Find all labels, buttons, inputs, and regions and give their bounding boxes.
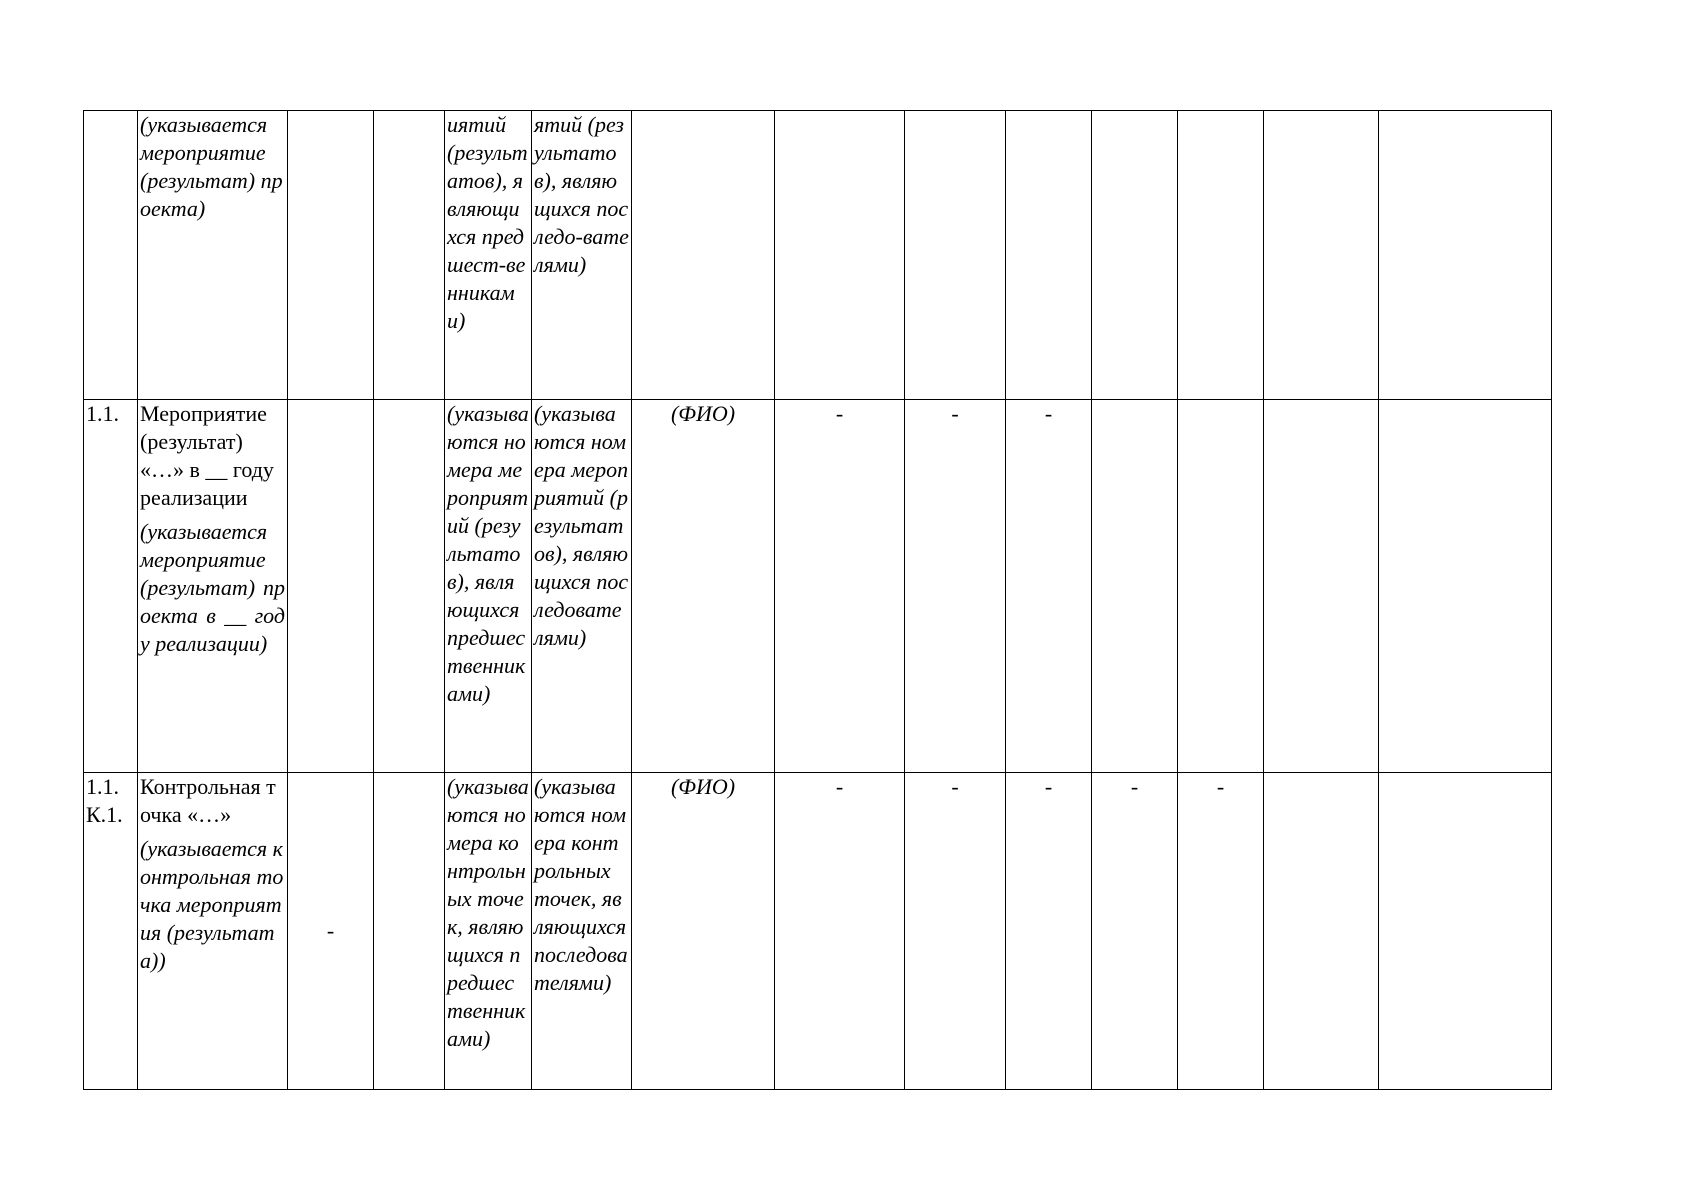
cell-c9: -	[775, 773, 905, 1090]
cell-c13	[1178, 400, 1264, 773]
schedule-table	[83, 110, 1643, 1090]
responsible-cell	[632, 111, 775, 400]
cell-c14	[1264, 400, 1379, 773]
name-cell	[138, 111, 288, 400]
cell-c9	[775, 111, 905, 400]
cell-c15	[1379, 773, 1552, 1090]
predecessors-cell: иятий (результатов), являющихся предшест-венниками)	[445, 111, 532, 400]
cell-c14	[1264, 773, 1379, 1090]
name-note: (указывается контрольная точка мероприятия (результата))	[140, 836, 284, 973]
name-main: Мероприятие (результат) «…» в __ году реализации	[140, 401, 274, 510]
responsible-cell: (ФИО)	[632, 773, 775, 1090]
cell-c15	[1379, 400, 1552, 773]
cell-c13: -	[1178, 773, 1264, 1090]
name-note: (указывается мероприятие (результат) проекта в __ году реализации)	[140, 519, 285, 656]
cell-c12	[1092, 111, 1178, 400]
successors-cell: (указываются номера контрольных точек, являющихся последователями)	[532, 773, 632, 1090]
cell-c12	[1092, 400, 1178, 773]
cell-col3	[288, 773, 374, 1090]
cell-col3	[288, 400, 374, 773]
name-note: (указывается мероприятие (результат) проекта)	[140, 112, 283, 221]
row-number: 1.1.	[84, 400, 138, 773]
cell-c10: -	[905, 773, 1006, 1090]
table-row	[84, 111, 1643, 400]
predecessors-cell: (указываются номера мероприятий (результатов), являющихся предшественниками)	[445, 400, 532, 773]
table-row	[84, 773, 1643, 1090]
cell-c15	[1379, 111, 1552, 400]
cell-c14	[1264, 111, 1379, 400]
cell-col3	[288, 111, 374, 400]
cell-c10: -	[905, 400, 1006, 773]
cell-c11: -	[1006, 773, 1092, 1090]
name-cell	[138, 400, 288, 773]
cell-c10	[905, 111, 1006, 400]
row-number	[84, 111, 138, 400]
responsible-cell: (ФИО)	[632, 400, 775, 773]
successors-cell: ятий (результатов), являющихся последо-вателями)	[532, 111, 632, 400]
successors-cell: (указываются номера мероприятий (результатов), являющихся последователями)	[532, 400, 632, 773]
cell-c13	[1178, 111, 1264, 400]
cell-c11: -	[1006, 400, 1092, 773]
predecessors-cell: (указываются номера контрольных точек, являющихся предшественниками)	[445, 773, 532, 1090]
row-number: 1.1. К.1.	[84, 773, 138, 1090]
cell-c11	[1006, 111, 1092, 400]
cell-col4	[374, 400, 445, 773]
cell-c12: -	[1092, 773, 1178, 1090]
name-cell	[138, 773, 288, 1090]
cell-c9: -	[775, 400, 905, 773]
cell-col3-value: -	[326, 918, 335, 943]
cell-col4	[374, 111, 445, 400]
table-row	[84, 400, 1643, 773]
name-main: Контрольная точка «…»	[140, 774, 276, 827]
cell-col4	[374, 773, 445, 1090]
